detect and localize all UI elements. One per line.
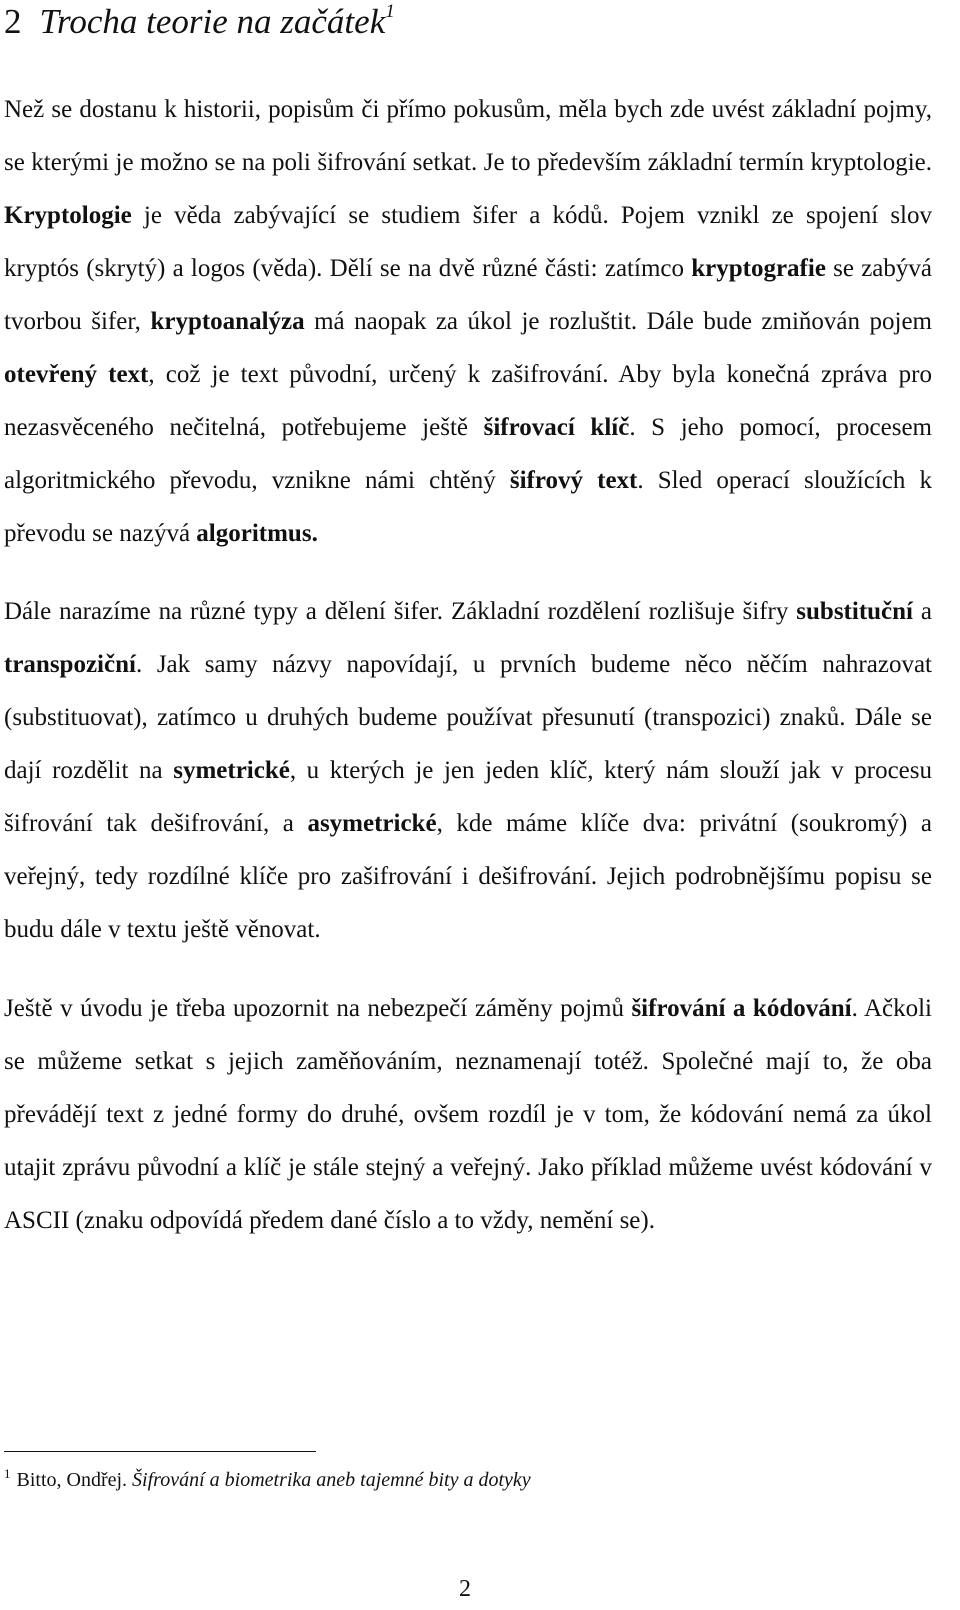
bold-term: otevřený text bbox=[4, 361, 149, 388]
text-run: . Jak samy názvy napovídají, u prvních budeme něco něčím nahrazovat (substituovat), zatímco u druhých budeme používat přesunutí (transpozici) znaků. Dále se dají rozdělit na bbox=[4, 651, 932, 784]
bold-term: kryptoanalýza bbox=[150, 308, 305, 335]
text-run: . Ačkoli se můžeme setkat s jejich zaměňováním, neznamenají totéž. Společné mají to, že oba převádějí text z jedné formy do druhé, ovšem rozdíl je v tom, že kódování nemá za úkol utajit zprávu původní a klíč je stále stejný a veřejný. Jako příklad můžeme uvést kódování v ASCII (znaku odpovídá předem dané číslo a to vždy, nemění se). bbox=[4, 995, 932, 1234]
bold-term: asymetrické bbox=[307, 810, 437, 837]
text-run: Než se dostanu k historii, popisům či přímo pokusům, měla bych zde uvést základní pojmy, se kterými je možno se na poli šifrování setkat. Je to především základní termín kryptologie. bbox=[4, 96, 932, 176]
footnote-marker: 1 bbox=[4, 1466, 11, 1481]
text-run: Ještě v úvodu je třeba upozornit na nebezpečí záměny pojmů bbox=[4, 995, 632, 1022]
chapter-heading bbox=[4, 0, 932, 44]
paragraph-cipher-types bbox=[4, 585, 932, 956]
text-run: je věda zabývající se studiem šifer a kódů. Pojem vznikl ze spojení slov kryptós (skrytý) a logos (věda). Dělí se na dvě různé části: zatímco bbox=[4, 202, 932, 282]
paragraph-basic-terms bbox=[4, 83, 932, 560]
bold-term: algoritmus. bbox=[196, 520, 318, 547]
text-run: , u kterých je jen jeden klíč, který nám slouží jak v procesu šifrování tak dešifrování, a bbox=[4, 757, 932, 837]
bold-term: kryptografie bbox=[691, 255, 826, 282]
bold-term: šifrovací klíč bbox=[483, 414, 630, 441]
footnote bbox=[4, 1466, 531, 1494]
text-run: , kde máme klíče dva: privátní (soukromý) a veřejný, tedy rozdílné klíče pro zašifrování i dešifrování. Jejich podrobnějšímu popisu se budu dále v textu ještě věnovat. bbox=[4, 810, 933, 943]
bold-term: Kryptologie bbox=[4, 202, 132, 229]
footnote-separator bbox=[4, 1451, 316, 1452]
bold-term: substituční bbox=[796, 598, 913, 625]
chapter-title: Trocha teorie na začátek bbox=[39, 2, 386, 41]
bold-term: šifrový text bbox=[509, 467, 638, 494]
text-run: , což je text původní, určený k zašifrování. Aby byla konečná zpráva pro nezasvěceného nečitelná, potřebujeme ještě bbox=[4, 361, 932, 441]
bold-term: symetrické bbox=[173, 757, 290, 784]
text-run: Dále narazíme na různé typy a dělení šifer. Základní rozdělení rozlišuje šifry bbox=[4, 598, 797, 625]
text-run: . S jeho pomocí, procesem algoritmického převodu, vznikne námi chtěný bbox=[4, 414, 932, 494]
footnote-reference[interactable]: 1 bbox=[385, 1, 395, 22]
bold-term: šifrování a kódování bbox=[631, 995, 852, 1022]
document-page bbox=[4, 0, 932, 1247]
footnote-work-title: Šifrování a biometrika aneb tajemné bity a dotyky bbox=[132, 1469, 531, 1491]
text-run: a bbox=[913, 598, 932, 625]
text-run: má naopak za úkol je rozluštit. Dále bude zmiňován pojem bbox=[304, 308, 932, 335]
footnote-author: Bitto, Ondřej. bbox=[16, 1469, 128, 1491]
chapter-number: 2 bbox=[4, 2, 22, 41]
text-run: se zabývá tvorbou šifer, bbox=[4, 255, 932, 335]
paragraph-encoding-vs-encryption bbox=[4, 982, 932, 1247]
bold-term: transpoziční bbox=[4, 651, 136, 678]
text-run: . Sled operací sloužících k převodu se nazývá bbox=[4, 467, 932, 547]
page-number: 2 bbox=[459, 1576, 471, 1602]
